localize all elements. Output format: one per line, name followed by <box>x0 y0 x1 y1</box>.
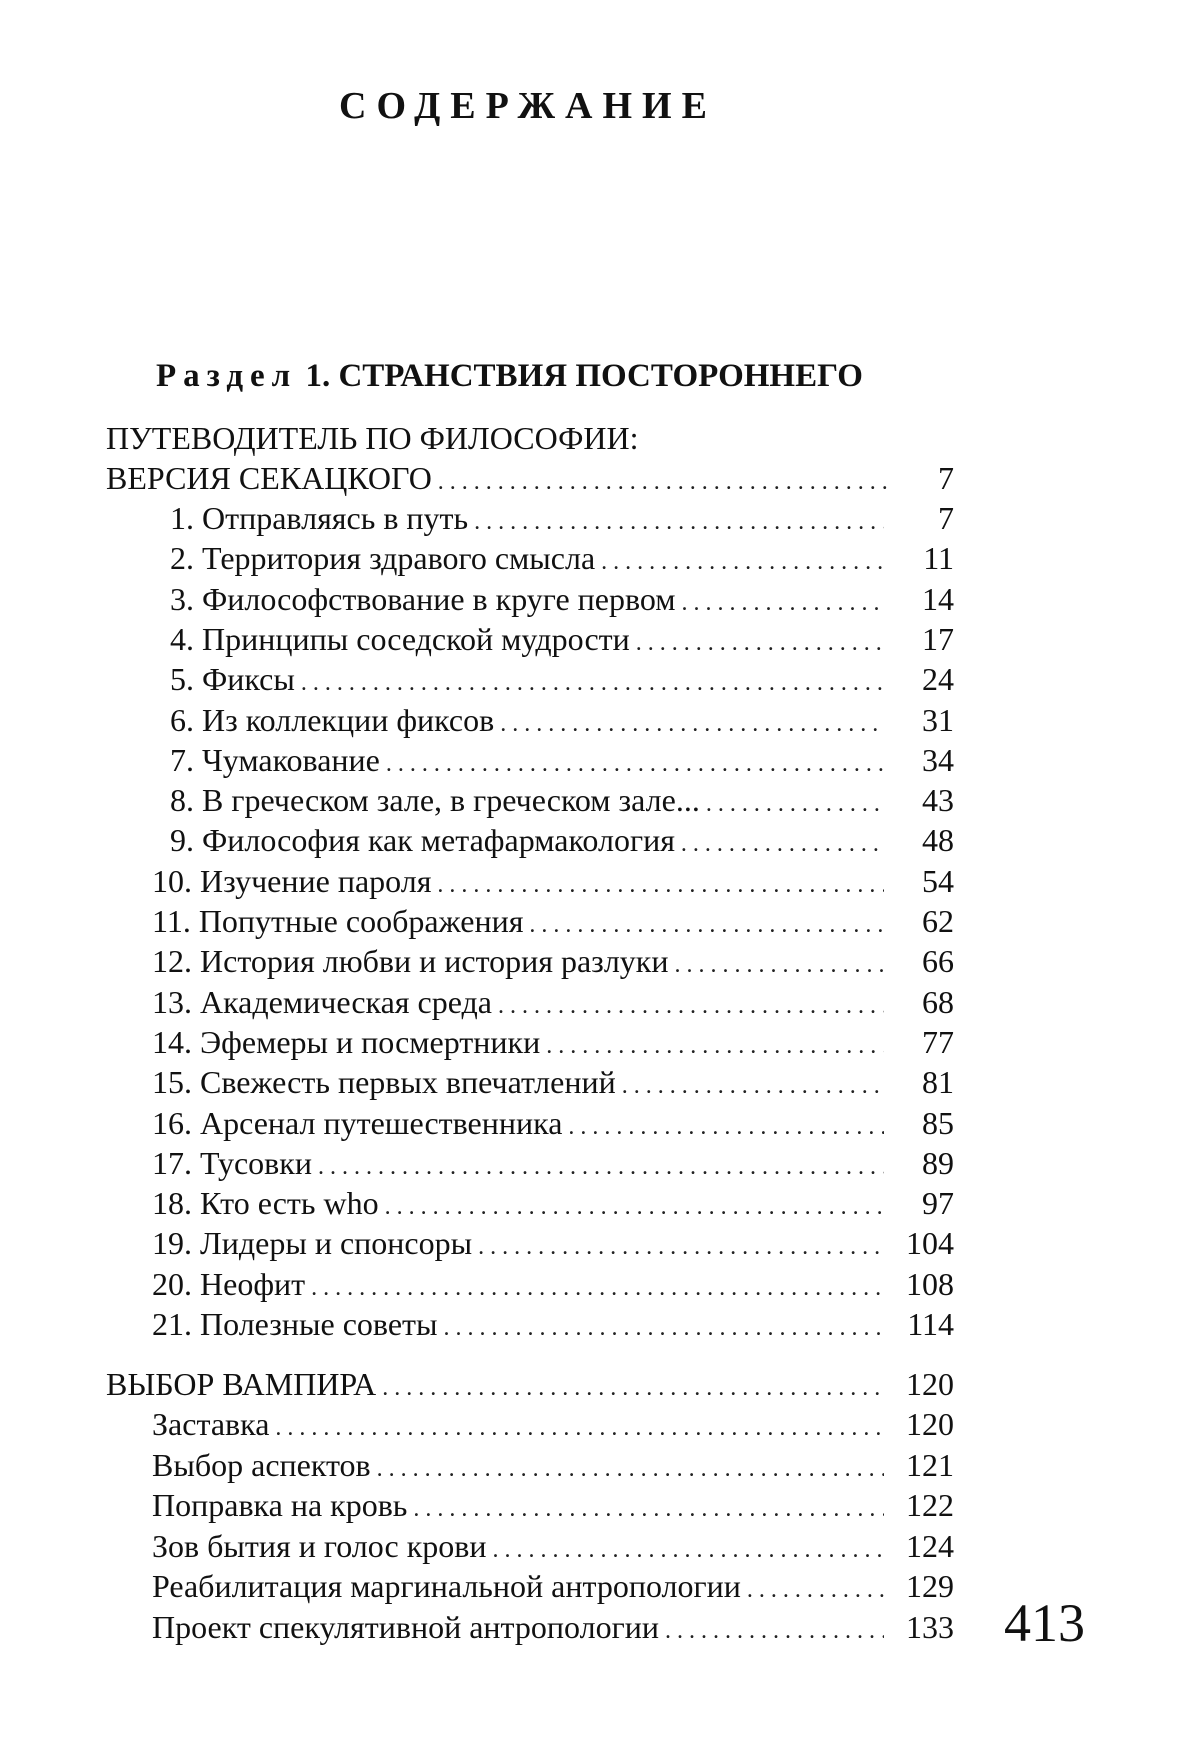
toc-entry-page: 62 <box>884 901 954 941</box>
toc-entry <box>152 1607 954 1647</box>
toc-entry-page: 121 <box>884 1445 954 1485</box>
part2-title: ВЫБОР ВАМПИРА <box>106 1364 382 1404</box>
toc-entry-page: 77 <box>884 1022 954 1062</box>
page-title: СОДЕРЖАНИЕ <box>339 85 717 127</box>
toc-entry-title: Выбор аспектов <box>152 1445 377 1485</box>
section-heading <box>156 358 863 395</box>
toc-entry-title: 1. Отправляясь в путь <box>170 498 474 538</box>
leader-dots <box>474 502 954 542</box>
leader-dots <box>385 1187 954 1227</box>
section-label: Раздел <box>156 358 298 394</box>
toc-entry-page: 85 <box>884 1103 954 1143</box>
leader-dots <box>275 1408 954 1448</box>
toc-entry-page: 81 <box>884 1062 954 1102</box>
toc-entry-title: 19. Лидеры и спонсоры <box>152 1223 478 1263</box>
part2-page: 120 <box>884 1364 954 1404</box>
leader-dots <box>444 1308 954 1348</box>
toc-entry-title: 3. Философствование в круге первом <box>170 579 682 619</box>
toc-entry <box>152 1143 954 1183</box>
toc-entry-page: 120 <box>884 1404 954 1444</box>
toc-entry-page: 17 <box>884 619 954 659</box>
toc-entry <box>152 1566 954 1606</box>
toc-entry-page: 89 <box>884 1143 954 1183</box>
leader-dots <box>413 1489 954 1529</box>
toc-entry <box>170 700 954 740</box>
toc-entry-title: Поправка на кровь <box>152 1485 413 1525</box>
toc-entry <box>152 982 954 1022</box>
toc-entry-title: 17. Тусовки <box>152 1143 318 1183</box>
toc-entry-page: 31 <box>884 700 954 740</box>
toc-entry-title: Реабилитация маргинальной антропологии <box>152 1566 747 1606</box>
leader-dots <box>478 1227 954 1267</box>
toc-entry <box>152 941 954 981</box>
toc-entry <box>170 780 954 820</box>
section-name: СТРАНСТВИЯ ПОСТОРОННЕГО <box>338 358 863 394</box>
toc-entry <box>152 1223 954 1263</box>
toc-entry-title: 8. В греческом зале, в греческом зале... <box>170 780 706 820</box>
toc-entry-title: Проект спекулятивной антропологии <box>152 1607 665 1647</box>
toc-entry-page: 68 <box>884 982 954 1022</box>
toc-entry <box>170 538 954 578</box>
toc-entry <box>152 1485 954 1525</box>
part1-title-line2: ВЕРСИЯ СЕКАЦКОГО <box>106 458 438 498</box>
toc-entry <box>170 498 954 538</box>
toc-entry-page: 54 <box>884 861 954 901</box>
toc-entry-title: 18. Кто есть who <box>152 1183 385 1223</box>
toc-entry <box>152 1183 954 1223</box>
toc-entry <box>152 1062 954 1102</box>
folio: 413 <box>1004 1593 1085 1653</box>
part1-title-entry <box>106 458 954 498</box>
toc-entry-page: 14 <box>884 579 954 619</box>
toc-entry-title: Зов бытия и голос крови <box>152 1526 493 1566</box>
toc-entry-title: 11. Попутные соображения <box>152 901 529 941</box>
toc-entry <box>170 820 954 860</box>
toc-entry-title: 14. Эфемеры и посмертники <box>152 1022 546 1062</box>
toc-entry-page: 129 <box>884 1566 954 1606</box>
toc-entry-title: 4. Принципы соседской мудрости <box>170 619 636 659</box>
toc-entry-page: 108 <box>884 1264 954 1304</box>
leader-dots <box>437 865 954 905</box>
part1-page: 7 <box>894 458 954 498</box>
toc-entry <box>170 579 954 619</box>
toc-entry-title: 5. Фиксы <box>170 659 301 699</box>
toc-entry <box>152 901 954 941</box>
toc-entry-title: 15. Свежесть первых впечатлений <box>152 1062 622 1102</box>
toc-entry <box>152 861 954 901</box>
section-number: 1. <box>305 358 331 394</box>
toc-entry-page: 122 <box>884 1485 954 1525</box>
toc-entry-page: 34 <box>884 740 954 780</box>
toc-entry-page: 104 <box>884 1223 954 1263</box>
toc-entry-page: 43 <box>884 780 954 820</box>
toc-entry <box>152 1103 954 1143</box>
toc-entry-title: 7. Чумакование <box>170 740 386 780</box>
toc-entry <box>170 619 954 659</box>
toc-entry <box>170 740 954 780</box>
toc-entry <box>170 659 954 699</box>
toc-entry-page: 133 <box>884 1607 954 1647</box>
toc-entry-page: 48 <box>884 820 954 860</box>
toc-entry-page: 11 <box>884 538 954 578</box>
toc-entry <box>152 1022 954 1062</box>
toc-entry-title: 2. Территория здравого смысла <box>170 538 601 578</box>
toc-entry-page: 7 <box>884 498 954 538</box>
leader-dots <box>377 1449 954 1489</box>
part1-title-line1: ПУТЕВОДИТЕЛЬ ПО ФИЛОСОФИИ: <box>106 420 639 456</box>
toc-entry-title: 10. Изучение пароля <box>152 861 437 901</box>
toc-entry-title: 20. Неофит <box>152 1264 311 1304</box>
leader-dots <box>382 1368 954 1408</box>
toc-entry-title: 13. Академическая среда <box>152 982 498 1022</box>
toc-entry-title: 6. Из коллекции фиксов <box>170 700 500 740</box>
toc-entry-page: 114 <box>884 1304 954 1344</box>
leader-dots <box>438 462 954 502</box>
toc-entry-title: 12. История любви и история разлуки <box>152 941 674 981</box>
toc-entry <box>152 1304 954 1344</box>
toc-entry-title: Заставка <box>152 1404 275 1444</box>
toc-entry-title: 9. Философия как метафармакология <box>170 820 681 860</box>
toc-entry <box>152 1526 954 1566</box>
leader-dots <box>311 1268 954 1308</box>
part2-title-entry <box>106 1364 954 1404</box>
toc-entry <box>152 1445 954 1485</box>
toc-entry-page: 24 <box>884 659 954 699</box>
leader-dots <box>318 1147 954 1187</box>
toc-entry-page: 97 <box>884 1183 954 1223</box>
toc-entry-title: 21. Полезные советы <box>152 1304 444 1344</box>
leader-dots <box>386 744 954 784</box>
leader-dots <box>301 663 954 703</box>
toc-entry <box>152 1264 954 1304</box>
toc-entry <box>152 1404 954 1444</box>
toc-entry-page: 66 <box>884 941 954 981</box>
toc-entry-title: 16. Арсенал путешественника <box>152 1103 568 1143</box>
toc-entry-page: 124 <box>884 1526 954 1566</box>
